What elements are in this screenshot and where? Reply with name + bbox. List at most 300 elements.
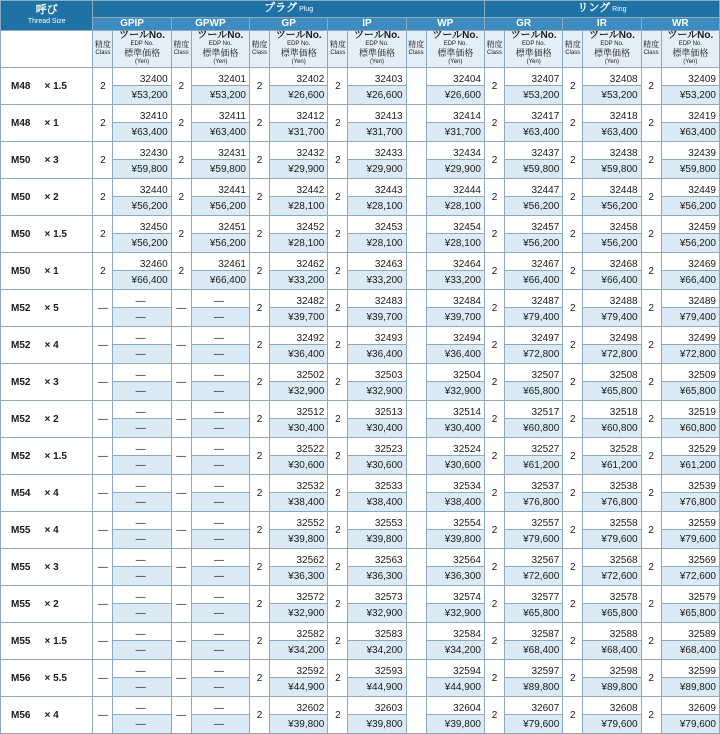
class-cell: 2 — [563, 179, 583, 216]
price-cell: ¥56,200 — [191, 197, 249, 216]
table-row — [1, 623, 720, 641]
class-label-en: Class — [643, 50, 659, 56]
price-cell: ¥32,900 — [348, 604, 406, 623]
edp-number-cell: 32599 — [661, 660, 719, 678]
price-cell: ¥34,200 — [270, 641, 328, 660]
class-cell: 2 — [563, 549, 583, 586]
price-cell: ¥28,100 — [426, 197, 484, 216]
price-cell: ¥30,400 — [270, 419, 328, 438]
price-cell: ¥30,400 — [426, 419, 484, 438]
edp-number-cell: 32583 — [348, 623, 406, 641]
edp-number-cell: 32577 — [505, 586, 563, 604]
class-label-en: Class — [95, 50, 111, 56]
price-cell: ¥36,400 — [348, 345, 406, 364]
edp-number-cell: 32451 — [191, 216, 249, 234]
edp-number-cell: 32418 — [583, 105, 641, 123]
price-cell: ¥29,900 — [348, 160, 406, 179]
edp-number-cell: 32574 — [426, 586, 484, 604]
thread-size-cell — [1, 253, 93, 290]
class-cell: — — [93, 549, 113, 586]
class-cell: 2 — [484, 142, 504, 179]
edp-number-cell: 32597 — [505, 660, 563, 678]
price-cell: ¥30,600 — [426, 456, 484, 475]
edp-number-cell: 32568 — [583, 549, 641, 567]
price-cell: ¥53,200 — [583, 86, 641, 105]
thread-pitch-value: × 4 — [44, 339, 59, 351]
thread-size-value: M50 — [11, 191, 31, 203]
tool-header-7: WR — [641, 18, 719, 31]
price-cell: ¥61,200 — [661, 456, 719, 475]
edp-number-cell: 32589 — [661, 623, 719, 641]
class-cell — [406, 253, 426, 290]
price-cell: ¥36,300 — [348, 567, 406, 586]
edp-number-cell: 32402 — [270, 68, 328, 86]
class-cell: 2 — [171, 142, 191, 179]
price-cell: ¥36,300 — [426, 567, 484, 586]
tool-no-column-header — [270, 31, 328, 68]
class-cell: 2 — [328, 401, 348, 438]
class-cell — [406, 475, 426, 512]
tool-no-column-header — [505, 31, 563, 68]
edp-number-cell: 32532 — [270, 475, 328, 493]
price-cell: ¥72,800 — [505, 345, 563, 364]
thread-pitch-value: × 1 — [44, 117, 59, 129]
class-cell: 2 — [484, 216, 504, 253]
class-column-header — [250, 31, 270, 68]
class-cell: — — [171, 401, 191, 438]
edp-label: EDP No. — [600, 41, 624, 47]
thread-size-cell — [1, 512, 93, 549]
thread-size-value: M55 — [11, 635, 31, 647]
edp-number-cell: 32461 — [191, 253, 249, 271]
edp-number-cell: 32539 — [661, 475, 719, 493]
class-cell — [406, 660, 426, 697]
edp-number-cell: 32450 — [113, 216, 171, 234]
edp-number-cell: 32522 — [270, 438, 328, 456]
edp-number-cell: 32512 — [270, 401, 328, 419]
class-cell — [406, 623, 426, 660]
price-label: 標準価格 — [672, 48, 709, 58]
price-cell: ¥53,200 — [113, 86, 171, 105]
edp-number-cell: 32401 — [191, 68, 249, 86]
price-cell: — — [113, 493, 171, 512]
price-cell: ¥66,400 — [191, 271, 249, 290]
thread-size-value: M52 — [11, 376, 31, 388]
class-cell: 2 — [484, 475, 504, 512]
price-label: 標準価格 — [437, 48, 474, 58]
price-cell: ¥79,600 — [505, 715, 563, 734]
edp-number-cell: — — [113, 290, 171, 308]
class-cell: 2 — [563, 142, 583, 179]
class-cell: 2 — [563, 68, 583, 105]
yen-label: (Yen) — [135, 59, 150, 65]
edp-number-cell: 32489 — [661, 290, 719, 308]
price-cell: ¥28,100 — [348, 197, 406, 216]
class-cell: — — [171, 697, 191, 734]
thread-pitch-value: × 5 — [44, 302, 59, 314]
thread-size-value: M55 — [11, 561, 31, 573]
edp-number-cell: — — [113, 586, 171, 604]
thread-size-cell — [1, 290, 93, 327]
class-cell: 2 — [484, 697, 504, 734]
edp-number-cell: 32452 — [270, 216, 328, 234]
class-cell: 2 — [250, 438, 270, 475]
edp-number-cell: 32523 — [348, 438, 406, 456]
edp-number-cell: 32602 — [270, 697, 328, 715]
price-cell: ¥68,400 — [505, 641, 563, 660]
edp-number-cell: 32569 — [661, 549, 719, 567]
edp-number-cell: — — [191, 660, 249, 678]
thread-pitch-value: × 2 — [44, 413, 59, 425]
class-cell: 2 — [250, 105, 270, 142]
edp-number-cell: 32517 — [505, 401, 563, 419]
edp-number-cell: 32484 — [426, 290, 484, 308]
price-cell: ¥59,800 — [505, 160, 563, 179]
price-cell: ¥33,200 — [270, 271, 328, 290]
thread-size-label: 呼び — [35, 3, 58, 16]
price-cell: ¥56,200 — [505, 197, 563, 216]
price-cell: ¥28,100 — [270, 234, 328, 253]
edp-number-cell: 32587 — [505, 623, 563, 641]
edp-number-cell: — — [113, 549, 171, 567]
price-cell: ¥31,700 — [348, 123, 406, 142]
class-cell — [406, 586, 426, 623]
edp-number-cell: 32592 — [270, 660, 328, 678]
class-cell: 2 — [484, 68, 504, 105]
edp-number-cell: 32459 — [661, 216, 719, 234]
thread-size-cell — [1, 142, 93, 179]
edp-number-cell: — — [191, 290, 249, 308]
price-cell: ¥59,800 — [113, 160, 171, 179]
edp-number-cell: — — [113, 660, 171, 678]
table-row — [1, 327, 720, 345]
class-cell: 2 — [250, 68, 270, 105]
thread-size-cell — [1, 401, 93, 438]
edp-number-cell: 32442 — [270, 179, 328, 197]
edp-number-cell: 32440 — [113, 179, 171, 197]
price-cell: ¥36,300 — [270, 567, 328, 586]
price-cell: ¥60,800 — [661, 419, 719, 438]
class-cell: 2 — [484, 586, 504, 623]
price-cell: ¥32,900 — [426, 382, 484, 401]
price-cell: ¥56,200 — [113, 234, 171, 253]
class-label-en: Class — [173, 50, 189, 56]
column-header-row — [1, 31, 720, 68]
class-cell: 2 — [250, 401, 270, 438]
edp-number-cell: 32444 — [426, 179, 484, 197]
tool-no-label: ツールNo. — [432, 30, 479, 41]
price-cell: — — [113, 456, 171, 475]
price-cell: — — [191, 641, 249, 660]
edp-number-cell: 32497 — [505, 327, 563, 345]
class-cell: 2 — [250, 623, 270, 660]
edp-number-cell: — — [113, 401, 171, 419]
table-row — [1, 142, 720, 160]
ring-label-en: Ring — [612, 6, 627, 13]
class-cell — [406, 438, 426, 475]
thread-pitch-value: × 1.5 — [44, 228, 67, 240]
price-cell: ¥29,900 — [426, 160, 484, 179]
class-cell: — — [93, 586, 113, 623]
class-cell: 2 — [563, 105, 583, 142]
price-cell: ¥32,900 — [348, 382, 406, 401]
thread-size-cell — [1, 364, 93, 401]
edp-number-cell: 32434 — [426, 142, 484, 160]
price-cell: ¥39,700 — [348, 308, 406, 327]
price-cell: — — [191, 567, 249, 586]
class-cell: 2 — [641, 253, 661, 290]
price-cell: ¥28,100 — [270, 197, 328, 216]
price-cell: ¥72,800 — [583, 345, 641, 364]
price-cell: ¥63,400 — [113, 123, 171, 142]
edp-number-cell: 32603 — [348, 697, 406, 715]
edp-number-cell: 32407 — [505, 68, 563, 86]
class-cell: — — [171, 549, 191, 586]
edp-number-cell: 32458 — [583, 216, 641, 234]
edp-number-cell: 32443 — [348, 179, 406, 197]
class-label: 精度 — [486, 40, 503, 49]
price-cell: ¥39,800 — [348, 715, 406, 734]
price-cell: ¥79,600 — [661, 530, 719, 549]
class-label: 精度 — [173, 40, 190, 49]
edp-number-cell: 32437 — [505, 142, 563, 160]
price-cell: — — [113, 641, 171, 660]
class-cell: — — [93, 660, 113, 697]
class-cell: 2 — [328, 660, 348, 697]
price-label: 標準価格 — [359, 48, 396, 58]
class-cell: 2 — [563, 290, 583, 327]
price-cell: ¥63,400 — [191, 123, 249, 142]
thread-size-value: M54 — [11, 487, 31, 499]
price-cell: ¥56,200 — [191, 234, 249, 253]
edp-label: EDP No. — [443, 41, 467, 47]
class-cell: 2 — [484, 438, 504, 475]
edp-number-cell: 32447 — [505, 179, 563, 197]
price-cell: ¥66,400 — [661, 271, 719, 290]
edp-number-cell: 32567 — [505, 549, 563, 567]
thread-pitch-value: × 4 — [44, 487, 59, 499]
edp-number-cell: 32448 — [583, 179, 641, 197]
price-cell: ¥33,200 — [426, 271, 484, 290]
price-cell: ¥38,400 — [426, 493, 484, 512]
edp-number-cell: 32588 — [583, 623, 641, 641]
class-cell: 2 — [641, 660, 661, 697]
thread-pitch-value: × 3 — [44, 154, 59, 166]
thread-size-value: M50 — [11, 228, 31, 240]
edp-number-cell: 32493 — [348, 327, 406, 345]
price-cell: ¥68,400 — [661, 641, 719, 660]
class-label: 精度 — [564, 40, 581, 49]
class-cell: 2 — [641, 179, 661, 216]
table-row — [1, 549, 720, 567]
thread-size-value: M52 — [11, 339, 31, 351]
tool-no-column-header — [191, 31, 249, 68]
price-cell: ¥89,800 — [661, 678, 719, 697]
class-cell: 2 — [563, 697, 583, 734]
edp-number-cell: 32439 — [661, 142, 719, 160]
edp-number-cell: 32492 — [270, 327, 328, 345]
price-cell: ¥39,800 — [426, 715, 484, 734]
edp-number-cell: — — [113, 697, 171, 715]
class-cell: 2 — [328, 475, 348, 512]
class-cell: 2 — [484, 401, 504, 438]
thread-size-value: M56 — [11, 709, 31, 721]
table-row — [1, 290, 720, 308]
edp-number-cell: 32409 — [661, 68, 719, 86]
table-row — [1, 105, 720, 123]
price-cell: — — [191, 345, 249, 364]
thread-size-value: M50 — [11, 154, 31, 166]
price-cell: — — [191, 493, 249, 512]
tool-no-column-header — [583, 31, 641, 68]
table-row — [1, 179, 720, 197]
class-cell: 2 — [484, 253, 504, 290]
tool-header-3: IP — [328, 18, 406, 31]
price-cell: ¥32,900 — [270, 382, 328, 401]
edp-number-cell: 32593 — [348, 660, 406, 678]
thread-size-header — [1, 1, 93, 31]
thread-size-value: M52 — [11, 302, 31, 314]
class-cell: — — [93, 475, 113, 512]
class-cell: 2 — [171, 216, 191, 253]
tool-header-6: IR — [563, 18, 641, 31]
ring-label: リング — [577, 2, 611, 14]
thread-size-cell — [1, 660, 93, 697]
price-cell: ¥44,900 — [348, 678, 406, 697]
class-label: 精度 — [94, 40, 111, 49]
edp-label: EDP No. — [287, 41, 311, 47]
price-cell: — — [113, 567, 171, 586]
price-cell: — — [191, 678, 249, 697]
thread-pitch-value: × 3 — [44, 376, 59, 388]
price-cell: ¥65,800 — [583, 382, 641, 401]
class-cell: 2 — [484, 660, 504, 697]
price-cell: ¥60,800 — [583, 419, 641, 438]
edp-number-cell: — — [191, 401, 249, 419]
tool-no-label: ツールNo. — [667, 30, 714, 41]
price-cell: — — [113, 419, 171, 438]
tool-header-0: GPIP — [93, 18, 171, 31]
class-cell — [406, 549, 426, 586]
edp-number-cell: — — [113, 438, 171, 456]
edp-number-cell: 32563 — [348, 549, 406, 567]
edp-number-cell: 32413 — [348, 105, 406, 123]
price-cell: ¥72,600 — [661, 567, 719, 586]
tool-header-4: WP — [406, 18, 484, 31]
tool-no-column-header — [661, 31, 719, 68]
yen-label: (Yen) — [369, 59, 385, 65]
price-cell: ¥79,400 — [583, 308, 641, 327]
price-cell: ¥53,200 — [505, 86, 563, 105]
class-label: 精度 — [329, 40, 346, 49]
class-label-en: Class — [252, 50, 268, 56]
price-cell: ¥79,600 — [583, 715, 641, 734]
class-cell: 2 — [563, 327, 583, 364]
edp-number-cell: 32454 — [426, 216, 484, 234]
edp-number-cell: 32403 — [348, 68, 406, 86]
thread-size-cell — [1, 475, 93, 512]
class-cell — [406, 216, 426, 253]
price-cell: ¥61,200 — [583, 456, 641, 475]
tool-no-label: ツールNo. — [589, 30, 635, 41]
price-cell: ¥65,800 — [661, 382, 719, 401]
thread-size-cell — [1, 68, 93, 105]
class-cell: 2 — [250, 660, 270, 697]
price-cell: ¥68,400 — [583, 641, 641, 660]
class-column-header — [171, 31, 191, 68]
edp-number-cell: 32557 — [505, 512, 563, 530]
price-cell: ¥28,100 — [426, 234, 484, 253]
thread-pitch-value: × 2 — [44, 191, 59, 203]
price-cell: ¥38,400 — [348, 493, 406, 512]
class-cell: 2 — [328, 697, 348, 734]
table-row — [1, 475, 720, 493]
price-cell: ¥65,800 — [505, 604, 563, 623]
price-cell: ¥34,200 — [426, 641, 484, 660]
class-cell: 2 — [328, 253, 348, 290]
thread-size-cell — [1, 216, 93, 253]
class-cell — [406, 327, 426, 364]
class-cell: 2 — [328, 549, 348, 586]
price-cell: ¥56,200 — [505, 234, 563, 253]
class-cell: 2 — [328, 512, 348, 549]
price-cell: ¥30,400 — [348, 419, 406, 438]
edp-number-cell: 32518 — [583, 401, 641, 419]
edp-number-cell: 32502 — [270, 364, 328, 382]
edp-number-cell: 32504 — [426, 364, 484, 382]
price-cell: ¥66,400 — [583, 271, 641, 290]
class-cell: — — [171, 290, 191, 327]
class-cell: — — [93, 327, 113, 364]
class-cell: — — [93, 401, 113, 438]
price-cell: ¥26,600 — [270, 86, 328, 105]
class-cell: 2 — [250, 697, 270, 734]
class-cell: 2 — [93, 142, 113, 179]
class-column-header — [563, 31, 583, 68]
edp-number-cell: 32414 — [426, 105, 484, 123]
edp-number-cell: 32464 — [426, 253, 484, 271]
class-cell: 2 — [328, 68, 348, 105]
tool-header-1: GPWP — [171, 18, 249, 31]
price-cell: ¥39,800 — [348, 530, 406, 549]
class-cell: 2 — [484, 290, 504, 327]
thread-size-value: M50 — [11, 265, 31, 277]
price-cell: — — [191, 308, 249, 327]
edp-number-cell: 32529 — [661, 438, 719, 456]
class-cell: 2 — [641, 512, 661, 549]
price-cell: ¥63,400 — [583, 123, 641, 142]
price-cell: ¥28,100 — [348, 234, 406, 253]
class-label-en: Class — [565, 50, 581, 56]
edp-number-cell: 32598 — [583, 660, 641, 678]
price-cell: ¥56,200 — [661, 234, 719, 253]
thread-pitch-value: × 5.5 — [44, 672, 67, 684]
ring-group-header — [484, 1, 719, 18]
edp-number-cell: 32482 — [270, 290, 328, 308]
price-cell: ¥26,600 — [426, 86, 484, 105]
class-column-header — [328, 31, 348, 68]
class-cell: 2 — [250, 216, 270, 253]
price-cell: — — [113, 308, 171, 327]
price-cell: ¥31,700 — [426, 123, 484, 142]
edp-number-cell: 32499 — [661, 327, 719, 345]
class-column-header — [406, 31, 426, 68]
tool-header-2: GP — [250, 18, 328, 31]
class-cell: 2 — [171, 105, 191, 142]
edp-number-cell: 32584 — [426, 623, 484, 641]
price-cell: ¥33,200 — [348, 271, 406, 290]
class-cell: 2 — [563, 401, 583, 438]
